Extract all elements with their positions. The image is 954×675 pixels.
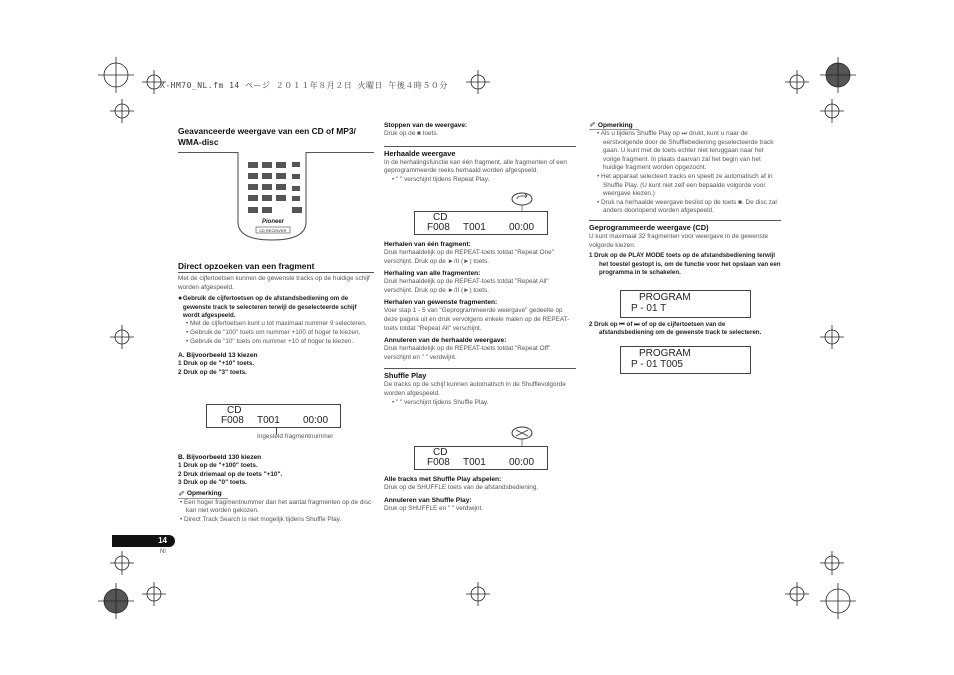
repeat-options (384, 240, 576, 407)
sub-bullet-1: • Met de cijfertoetsen kunt u tot maximaal nummer 9 selecteren. (186, 320, 367, 328)
lcd-display-4: PROGRAM P - 01 T (620, 290, 751, 318)
repeat-one-title: Herhalen van één fragment: (384, 241, 471, 248)
note-title: Opmerking (186, 490, 222, 498)
repeat-wanted-title: Herhalen van gewenste fragmenten: (384, 299, 498, 307)
example-a-step-2: 2 Druk op de "3" toets. (178, 368, 247, 376)
cancel-shuffle-title: Annuleren van Shuffle Play: (384, 496, 472, 504)
direct-intro: Met de cijfertoetsen kunnen de gewenste tracks op de huidige schijf worden afgespeeld. (178, 275, 370, 291)
sub-bullet-2: • Gebruik de "100" toets om nummer +100 of hoger te kiezen. (186, 329, 361, 336)
repeat-all-title: Herhaling van alle fragmenten: (384, 270, 481, 278)
stop-text: Druk op de ■ toets. (384, 130, 439, 137)
shuffle-bullet: • " " verschijnt tijdens Shuffle Play. (392, 398, 489, 406)
example-b-step-2: 2 Druk driemaal op de toets "+10". (178, 470, 283, 478)
bullet-dot: ● (178, 295, 183, 303)
brand-logo: Pioneer (262, 219, 285, 225)
column-middle (384, 121, 576, 184)
example-a-step-1: 1 Druk op de "+10" toets. (178, 360, 255, 368)
lcd-caption: Ingesteld fragmentnummer (257, 433, 334, 440)
example-b-section (178, 453, 374, 525)
example-a-title: A. Bijvoorbeeld 13 kiezen (178, 352, 258, 360)
direct-section (178, 261, 374, 377)
all-shuffle-title: Alle tracks met Shuffle Play afspelen: (384, 476, 502, 483)
note-title-2: Opmerking (597, 121, 633, 129)
repeat-all-text: Druk herhaaldelijk op de REPEAT-toets totdat "Repeat All" verschijnt. Druk op de ►/II (►) toets. (384, 278, 549, 294)
print-header: X-HM70_NL.fm 14 ページ ２０１１年８月２日 火曜日 午後４時５０分 (160, 81, 448, 90)
direct-title: Direct opzoeken van een fragment (178, 261, 315, 271)
lcd-display-2: CD F008 T001 00:00 (414, 211, 548, 235)
example-b-title: B. Bijvoorbeeld 130 kiezen (178, 454, 262, 461)
repeat-wanted-text: Voer stap 1 - 5 van "Geprogrammeerde weergave" gedeelte op deze pagina uit en druk vervolgens enkele malen op de REPEAT-toets totdat "Repeat All" verschijnt. (384, 307, 570, 332)
repeat-icon (508, 191, 536, 211)
lcd-display-5: PROGRAM P - 01 T005 (620, 346, 751, 374)
note-icon: ✐ (178, 490, 184, 498)
column-left (178, 126, 374, 153)
note-r2: • Het apparaat selecteert tracks en speelt ze automatisch af in Shuffle Play. (U kunt niet zelf een bepaalde volgorde voor weergave kiezen.) (597, 172, 773, 198)
page-lang: Nl (160, 549, 166, 555)
page-number-badge: 14 (112, 535, 175, 547)
note-r3: • Druk na herhaalde weergave beslist op de toets ■. De disc zal anders doorlopend worden afgespeeld. (597, 198, 777, 215)
all-shuffle-text: Druk op de SHUFFLE toets van de afstandsbediening. (384, 484, 539, 491)
shuffle-intro: De tracks op de schijf kunnen automatisch in de Shufflevolgorde worden afgespeeld. (384, 381, 566, 397)
remote-label: CD RECEIVER (259, 228, 287, 233)
repeat-cancel-text: Druk herhaaldelijk op de REPEAT-toets totdat "Repeat Off" verschijnt en " " verdwijnt. (384, 345, 551, 361)
prog-step-2: 2 Druk op ⏮ of ⏭ of op de cijfertoetsen van de afstandsbediening om de gewenste track te selecteren. (589, 321, 762, 337)
section-title: Geavanceerde weergave van een CD of MP3/ WMA-disc (178, 126, 356, 147)
prog-title: Geprogrammeerde weergave (CD) (589, 222, 709, 232)
repeat-one-text: Druk herhaaldelijk op de REPEAT-toets totdat "Repeat One" verschijnt. Druk op de ►/II (►) toets. (384, 249, 554, 265)
prog-step-1: 1 Druk op de PLAY MODE toets op de afstandsbediening terwijl het toestel gestopt is, om de functie voor het opslaan van een programma in te schakelen. (589, 252, 781, 276)
note-1: • Een hoger fragmentnummer dan het aantal fragmenten op de disc kan niet worden gekozen. (180, 498, 372, 515)
lcd-display-1: CD F008 T001 00:00 (206, 404, 341, 428)
cancel-shuffle-text: Druk op SHUFFLE en " " verdwijnt. (384, 504, 484, 512)
note-icon-2: ✐ (589, 122, 595, 129)
repeat-bullet: • " " verschijnt tijdens Repeat Play. (392, 175, 490, 183)
shuffle-options (384, 475, 576, 513)
stop-title: Stoppen van de weergave: (384, 122, 468, 129)
prog-intro: U kunt maximaal 32 fragmenten voor weergave in de gewenste volgorde kiezen. (589, 232, 769, 249)
shuffle-title: Shuffle Play (384, 371, 427, 381)
repeat-cancel-title: Annuleren van de herhaalde weergave: (384, 337, 507, 345)
repeat-intro: In de herhalingsfunctie kan één fragment, alle fragmenten of een geprogrammeerde reeks herhaald worden afgespeeld. (384, 158, 567, 175)
example-b-step-1: 1 Druk op de "+100" toets. (178, 462, 258, 469)
repeat-title: Herhaalde weergave (384, 148, 456, 158)
sub-bullet-3: • Gebruik de "10" toets om nummer +10 of hoger te kiezen. (186, 337, 354, 345)
note-2: • Direct Track Search is niet mogelijk tijdens Shuffle Play. (180, 515, 342, 523)
shuffle-icon (508, 424, 536, 448)
note-r1: • Als u tijdens Shuffle Play op ⏭ drukt, kunt u naar de eerstvolgende door de Shufflebediening geselecteerde track gaan. U kunt met de toets echter niet teruggaan naar het vorige fragment. In plaats daarvan zal het begin van het huidige fragment worden opgezocht. (597, 130, 774, 172)
lcd-display-3: CD F008 T001 00:00 (414, 446, 548, 470)
example-b-step-3: 3 Druk op de "0" toets. (178, 479, 247, 487)
remote-illustration (224, 152, 320, 252)
prog-step-2-wrap (589, 321, 781, 338)
column-right (589, 121, 781, 277)
direct-bullet: Gebruik de cijfertoetsen op de afstandsbediening om de gewenste track te selecteren terwijl de geselecteerde schijf wordt afgespeeld. (182, 295, 357, 319)
